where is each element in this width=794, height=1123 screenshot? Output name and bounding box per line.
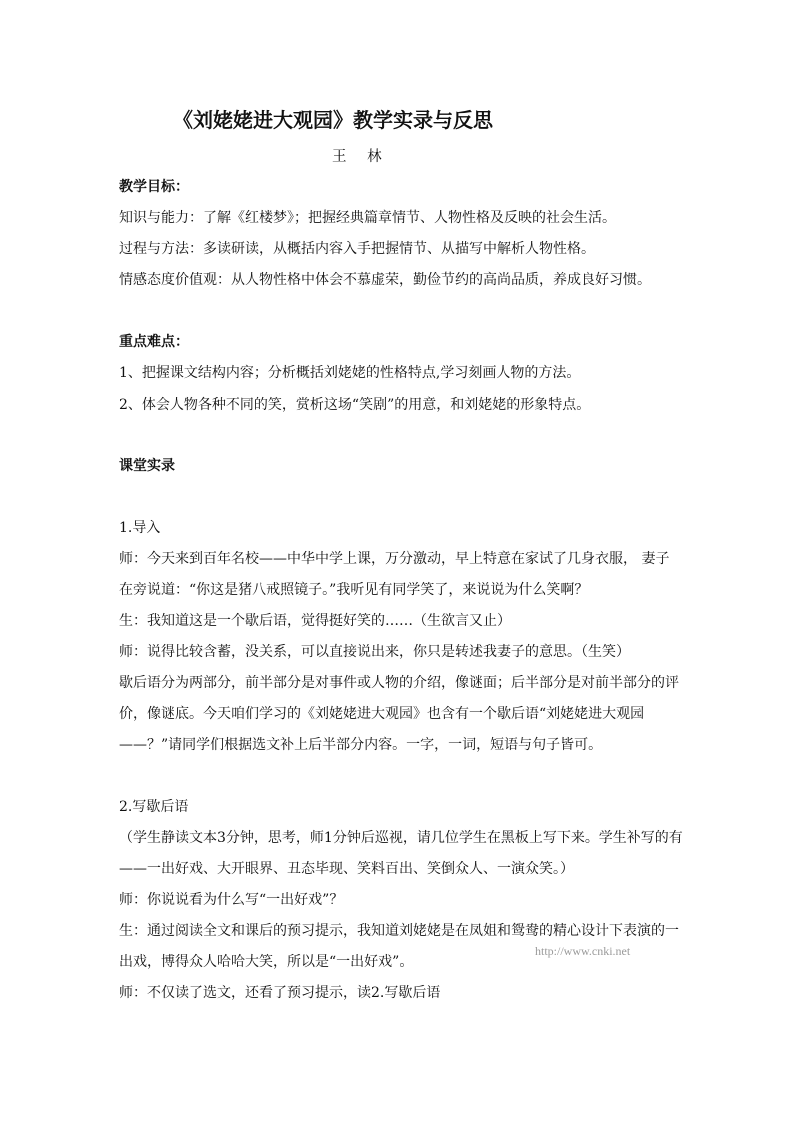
goal-knowledge: 知识与能力：了解《红楼梦》；把握经典篇章情节、人物性格及反映的社会生活。 xyxy=(119,210,616,226)
goal-process: 过程与方法：多读研读，从概括内容入手把握情节、从描写中解析人物性格。 xyxy=(119,241,595,257)
section1-line: ——？”请同学们根据选文补上后半部分内容。一字，一词，短语与句子皆可。 xyxy=(119,737,603,753)
section1-line: 师：说得比较含蓄，没关系，可以直接说出来，你只是转述我妻子的意思。（生笑） xyxy=(119,644,630,660)
section2-line: ——一出好戏、大开眼界、丑态毕现、笑料百出、笑倒众人、一演众笑。） xyxy=(119,861,574,877)
goals-heading: 教学目标： xyxy=(119,179,189,195)
author-name: 王 林 xyxy=(332,149,390,165)
section1-line: 价，像谜底。今天咱们学习的《刘姥姥进大观园》也含有一个歇后语“刘姥姥进大观园 xyxy=(119,706,645,722)
section2-line: （学生静读文本3分钟，思考，师1分钟后巡视，请几位学生在黑板上写下来。学生补写的有 xyxy=(119,830,683,846)
section1-line: 生：我知道这是一个歇后语，觉得挺好笑的……（生欲言又止） xyxy=(119,613,511,629)
section1-line: 在旁说道：“你这是猪八戒照镜子。”我听见有同学笑了，来说说为什么笑啊？ xyxy=(119,582,589,598)
record-heading: 课堂实录 xyxy=(119,458,175,474)
page-title: 《刘姥姥进大观园》教学实录与反思 xyxy=(173,108,493,132)
section1-line: 师：今天来到百年名校——中华中学上课，万分激动，早上特意在家试了几身衣服， 妻子 xyxy=(119,551,670,567)
section1-heading: 1.导入 xyxy=(119,520,161,536)
key-point-2: 2、体会人物各种不同的笑，赏析这场“笑剧”的用意，和刘姥姥的形象特点。 xyxy=(119,397,591,413)
section2-line: 生：通过阅读全文和课后的预习提示，我知道刘姥姥是在凤姐和鸳鸯的精心设计下表演的一 xyxy=(119,923,679,939)
section1-line: 歇后语分为两部分，前半部分是对事件或人物的介绍，像谜面；后半部分是对前半部分的评 xyxy=(119,675,679,691)
section2-line: 师：你说说看为什么写“一出好戏”？ xyxy=(119,892,344,908)
section2-line: 师：不仅读了选文，还看了预习提示，读2.写歇后语 xyxy=(119,985,441,1001)
key-points-heading: 重点难点： xyxy=(119,334,189,350)
section2-line: 出戏，博得众人哈哈大笑，所以是“一出好戏”。 xyxy=(119,954,414,970)
key-point-1: 1、把握课文结构内容；分析概括刘姥姥的性格特点,学习刻画人物的方法。 xyxy=(119,365,581,381)
section2-heading: 2.写歇后语 xyxy=(119,799,189,815)
watermark-url: http://www.cnki.net xyxy=(535,944,631,958)
goal-attitude: 情感态度价值观：从人物性格中体会不慕虚荣，勤俭节约的高尚品质，养成良好习惯。 xyxy=(119,272,651,288)
